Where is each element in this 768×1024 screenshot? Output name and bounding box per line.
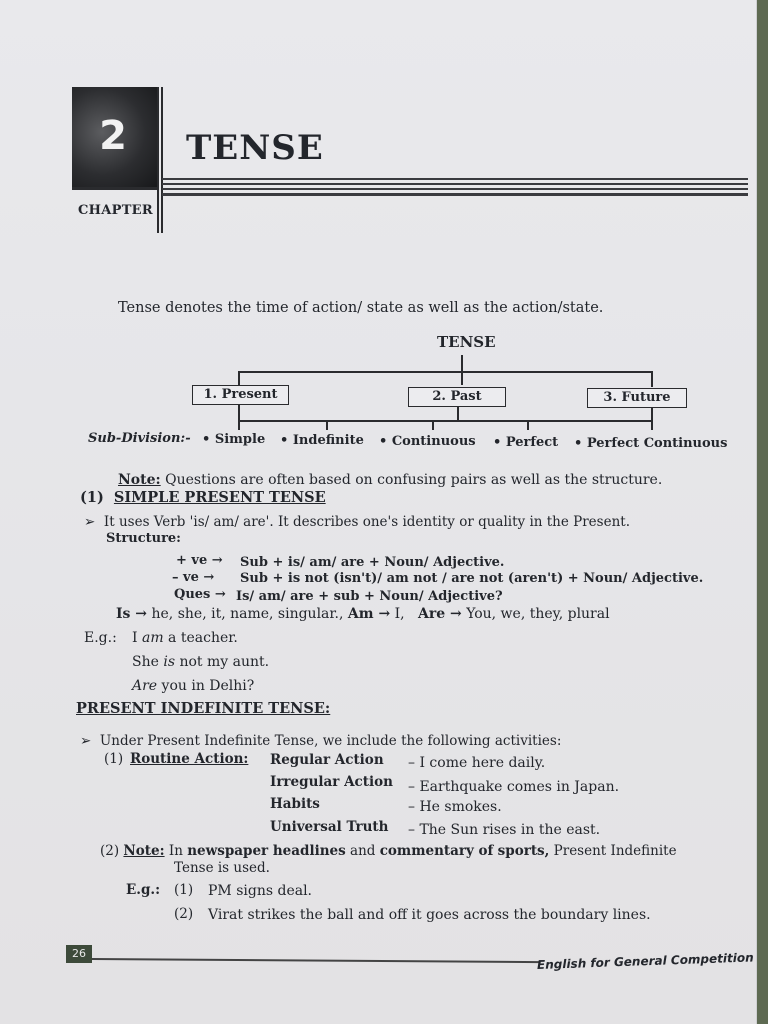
structure-value: Is/ am/ are + sub + Noun/ Adjective? [236,589,503,604]
section-number: (1) [80,489,104,506]
chapter-label: CHAPTER [78,203,153,218]
tree-connector [651,420,653,430]
bullet-text: Under Present Indefinite Tense, we include the following activities: [99,733,562,749]
item-number: (1) [174,882,194,898]
structure-label: Structure: [106,531,181,546]
note-text: Questions are often based on confusing pairs as well as the structure. [165,472,663,488]
tree-root: TENSE [437,333,496,351]
structure-key: + ve → [176,553,223,568]
bullet-item [84,514,630,530]
tree-connector [238,420,652,422]
intro-text: Tense denotes the time of action/ state as well as the action/state. [118,300,604,316]
note-label: Note: [118,472,161,488]
activity-label: Regular Action [270,752,384,768]
bullet-text: It uses Verb 'is/ am/ are'. It describes one's identity or quality in the Present. [103,514,630,530]
arrow-bullet-icon: ➢ [80,733,92,749]
arrow-bullet-icon: ➢ [84,514,96,530]
section-title: SIMPLE PRESENT TENSE [113,489,326,506]
usage-key: Are → [417,606,462,622]
activity-label: Habits [270,796,320,812]
subdivision-item: • Perfect Continuous [574,436,728,451]
tree-connector [651,407,653,421]
eg-label: E.g.: [84,630,117,646]
chapter-number: 2 [99,113,127,159]
note-item: (2) Note: In newspaper headlines and commentary of sports, Present Indefinite [100,843,677,859]
usage-text: he, she, it, name, singular., [151,606,344,622]
activity-label: Universal Truth [270,819,389,835]
section-heading-present-indefinite: PRESENT INDEFINITE TENSE: [76,700,331,717]
title-rule [162,188,748,190]
example-sentence: PM signs deal. [208,883,313,899]
activity-text: – I come here daily. [408,755,546,771]
tree-connector [238,404,240,421]
example-sentence: She is not my aunt. [132,654,270,670]
structure-key: Ques → [174,587,226,602]
subdivision-item: • Indefinite [280,433,364,448]
example-sentence: I am a teacher. [132,630,238,646]
chapter-divider-2 [161,87,163,233]
activity-label: Irregular Action [270,774,393,790]
structure-value: Sub + is not (isn't)/ am not / are not (aren't) + Noun/ Adjective. [240,571,704,586]
subdivision-label: Sub-Division:- [88,431,191,446]
book-title: English for General Competition [536,950,754,972]
tree-connector [457,406,459,421]
usage-text: I, [394,606,405,622]
item-number: (2) [174,906,194,922]
title-rule [162,193,748,196]
item-number: (2) [100,843,120,859]
subdivision-item: • Simple [202,432,266,447]
tree-connector [461,371,463,385]
bullet-item [80,733,561,749]
usage-key: Is → [116,606,148,622]
chapter-divider [157,87,159,233]
note-continuation: Tense is used. [174,860,270,876]
chapter-number-box [72,87,158,187]
activity-text: – The Sun rises in the east. [408,822,601,838]
section-heading-simple-present [80,489,326,506]
tree-connector [326,420,328,430]
tree-connector [651,371,653,387]
page-number: 26 [66,945,92,963]
subdivision-item: • Continuous [379,434,476,449]
usage-line [116,606,610,622]
tree-branch-present: 1. Present [192,385,289,405]
activity-text: – Earthquake comes in Japan. [408,779,620,795]
usage-text: You, we, they, plural [466,606,610,622]
tree-connector [238,371,240,385]
tree-connector [461,355,463,371]
chapter-box-underline [72,187,158,190]
item-number: (1) [104,751,124,767]
subdivision-item: • Perfect [493,435,559,450]
routine-action-label: Routine Action: [130,751,249,767]
example-sentence: Are you in Delhi? [132,678,255,694]
structure-value: Sub + is/ am/ are + Noun/ Adjective. [240,555,505,570]
structure-key: – ve → [172,570,215,585]
chapter-title: TENSE [186,128,324,168]
tree-connector [527,420,529,430]
title-rule [162,178,748,180]
usage-key: Am → [347,606,391,622]
title-rule [162,183,748,185]
tree-connector [238,420,240,430]
note-line [118,472,662,488]
note-label: Note: [123,843,165,859]
tree-connector [238,371,652,373]
eg-label: E.g.: [126,882,161,898]
tree-branch-past: 2. Past [408,387,506,407]
tree-connector [432,420,434,430]
footer-rule [92,958,540,963]
example-sentence: Virat strikes the ball and off it goes across the boundary lines. [208,907,651,923]
activity-text: – He smokes. [408,799,502,815]
tree-branch-future: 3. Future [587,388,687,408]
